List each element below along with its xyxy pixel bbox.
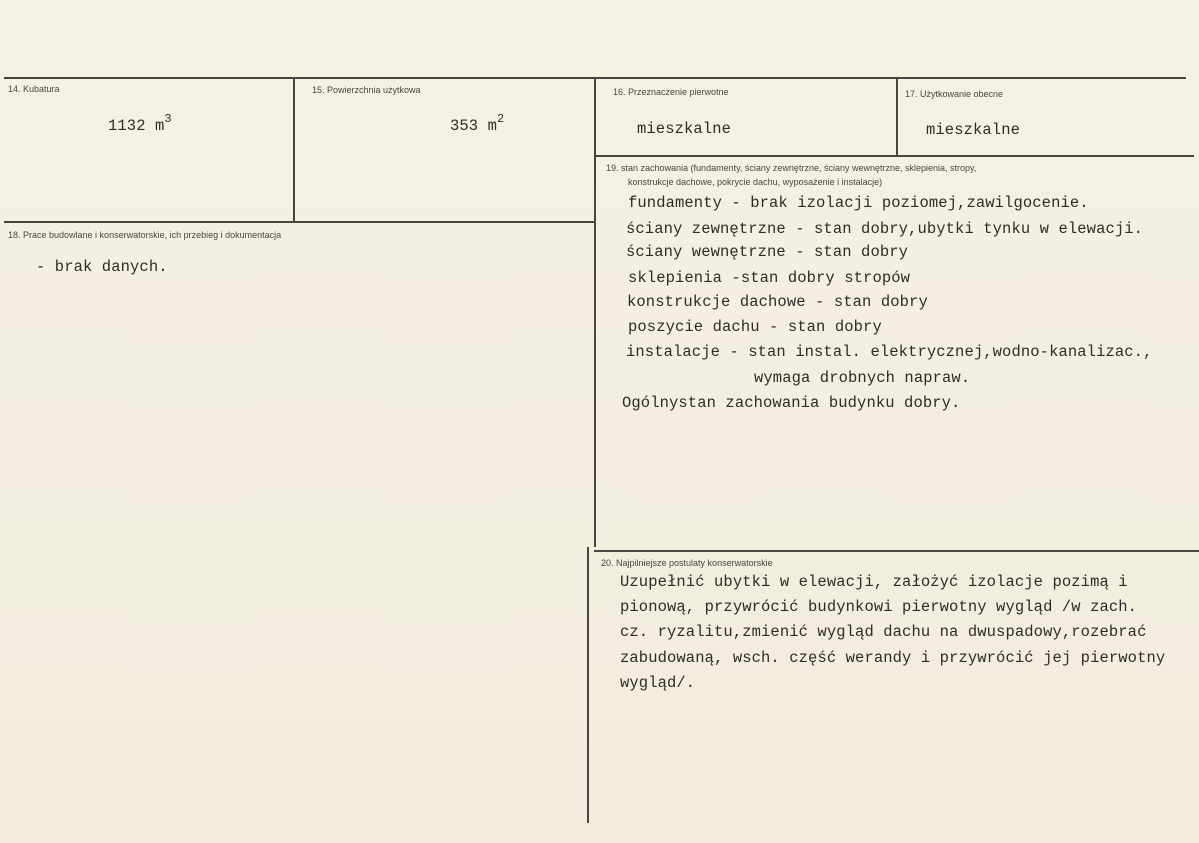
condition-line: poszycie dachu - stan dobry (628, 318, 882, 336)
postulate-line: cz. ryzalitu,zmienić wygląd dachu na dwuspadowy,rozebrać (620, 623, 1147, 641)
condition-line: wymaga drobnych napraw. (754, 369, 971, 387)
field-20-body (620, 570, 1195, 700)
field-19-label-cont: konstrukcje dachowe, pokrycie dachu, wyposażenie i instalacje) (628, 177, 883, 187)
field-14-label: 14. Kubatura (8, 84, 60, 94)
field-19-label: 19. stan zachowania (fundamenty, ściany zewnętrzne, ściany wewnętrzne, sklepienia, stropy, (606, 163, 977, 173)
divider-lower (587, 547, 589, 823)
postulate-line: pionową, przywrócić budynkowi pierwotny wygląd /w zach. (620, 598, 1138, 616)
condition-line: ściany zewnętrzne - stan dobry,ubytki tynku w elewacji. (626, 220, 1144, 238)
condition-line: instalacje - stan instal. elektrycznej,wodno-kanalizac., (626, 343, 1153, 361)
divider-14-15 (293, 77, 295, 221)
field-14-number: 1132 m (108, 117, 165, 136)
condition-line: sklepienia -stan dobry stropów (628, 269, 911, 287)
field-19-body (622, 190, 1186, 430)
condition-line: Ogólnystan zachowania budynku dobry. (622, 394, 961, 412)
field-16-label: 16. Przeznaczenie pierwotne (613, 87, 729, 97)
field-17-label: 17. Użytkowanie obecne (905, 89, 1004, 99)
rule-14-15-bottom (4, 221, 594, 223)
field-18-value: - brak danych. (36, 258, 168, 276)
condition-line: konstrukcje dachowe - stan dobry (627, 293, 928, 311)
field-15-unit-exponent: 2 (497, 112, 505, 126)
field-20-label: 20. Najpilniejsze postulaty konserwatorskie (601, 558, 773, 568)
condition-line: ściany wewnętrzne - stan dobry (626, 243, 909, 261)
field-15-label: 15. Powierzchnia użytkowa (312, 85, 421, 95)
field-14-value (108, 114, 172, 135)
postulate-line: Uzupełnić ubytki w elewacji, założyć izolacje pozimą i (620, 573, 1128, 591)
field-15-value (450, 114, 504, 135)
divider-15-16 (594, 77, 596, 547)
rule-19-bottom (594, 550, 1199, 552)
rule-16-17-bottom (594, 155, 1194, 157)
divider-16-17 (896, 78, 898, 156)
condition-line: fundamenty - brak izolacji poziomej,zawilgocenie. (628, 194, 1089, 212)
postulate-line: zabudowaną, wsch. część werandy i przywrócić jej pierwotny (620, 649, 1166, 667)
field-16-value: mieszkalne (637, 120, 732, 138)
field-18-label: 18. Prace budowlane i konserwatorskie, ich przebieg i dokumentacja (8, 230, 282, 240)
field-17-value: mieszkalne (926, 121, 1021, 139)
field-15-number: 353 m (450, 117, 498, 136)
postulate-line: wygląd/. (620, 674, 696, 692)
field-14-unit-exponent: 3 (164, 112, 172, 126)
